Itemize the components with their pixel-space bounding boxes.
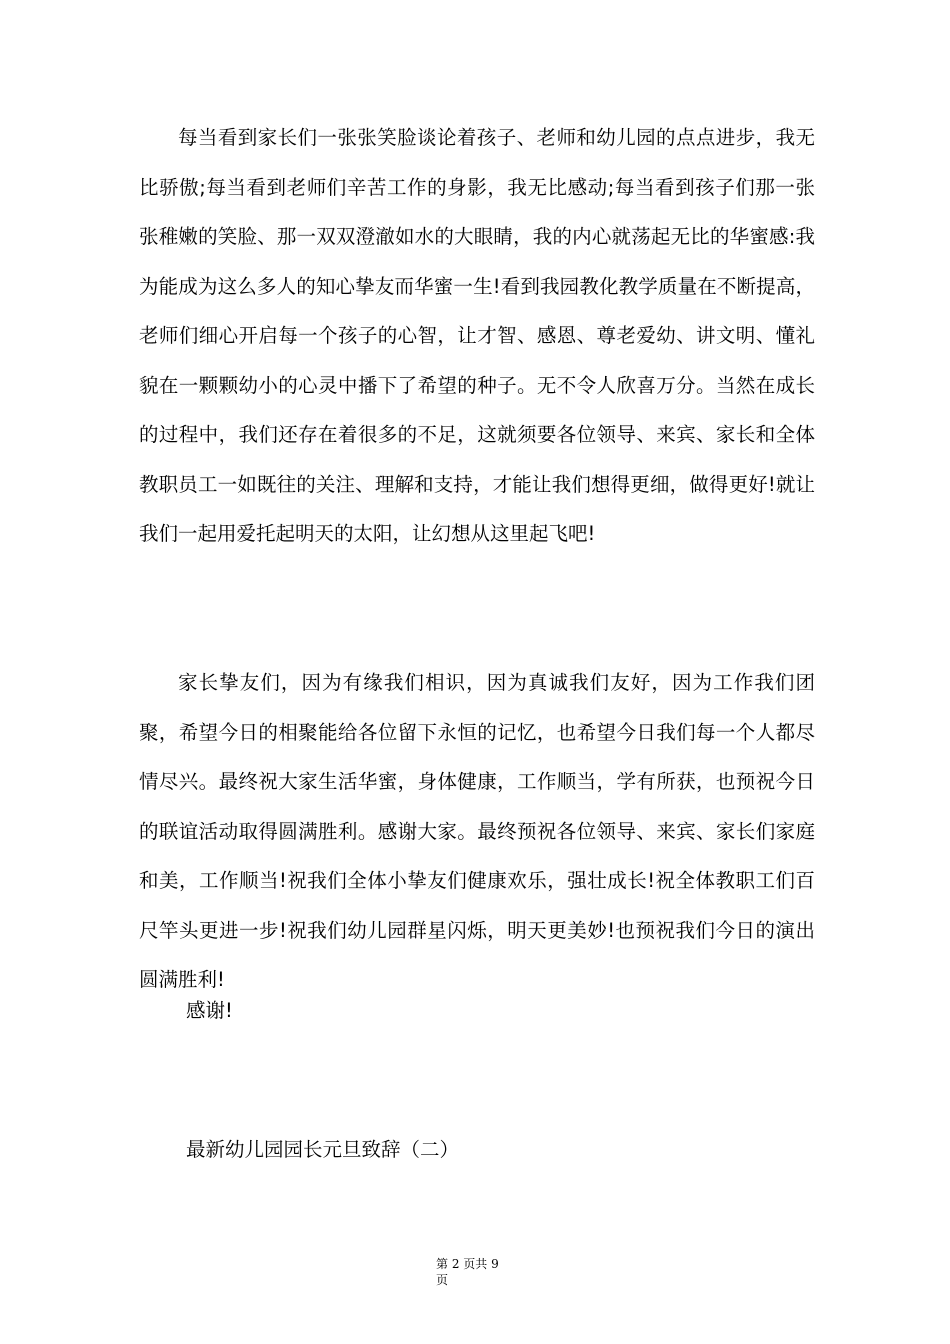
page-number-line-2: 页 bbox=[436, 1273, 449, 1287]
page-number-line-1: 第 2 页共 9 bbox=[436, 1257, 499, 1271]
section-heading: 最新幼儿园园长元旦致辞（二） bbox=[186, 1138, 460, 1161]
body-paragraph-2: 家长挚友们，因为有缘我们相识，因为真诚我们友好，因为工作我们团聚，希望今日的相聚能给各位留下永恒的记忆，也希望今日我们每一个人都尽情尽兴。最终祝大家生活华蜜，身体健康，工作顺当，学有所获，也预祝今日的联谊活动取得圆满胜利。感谢大家。最终预祝各位领导、来宾、家长们家庭和美，工作顺当!祝我们全体小挚友们健康欢乐，强壮成长!祝全体教职工们百尺竿头更进一步!祝我们幼儿园群星闪烁，明天更美妙!也预祝我们今日的演出圆满胜利! bbox=[139, 671, 815, 991]
page-footer bbox=[436, 1256, 516, 1288]
thanks-text: 感谢! bbox=[186, 999, 233, 1022]
body-paragraph-1: 每当看到家长们一张张笑脸谈论着孩子、老师和幼儿园的点点进步，我无比骄傲;每当看到老师们辛苦工作的身影，我无比感动;每当看到孩子们那一张张稚嫩的笑脸、那一双双澄澈如水的大眼睛，我的内心就荡起无比的华蜜感:我为能成为这么多人的知心挚友而华蜜一生!看到我园教化教学质量在不断提高，老师们细心开启每一个孩子的心智，让才智、感恩、尊老爱幼、讲文明、懂礼貌在一颗颗幼小的心灵中播下了希望的种子。无不令人欣喜万分。当然在成长的过程中，我们还存在着很多的不足，这就须要各位领导、来宾、家长和全体教职员工一如既往的关注、理解和支持，才能让我们想得更细，做得更好!就让我们一起用爱托起明天的太阳，让幻想从这里起飞吧! bbox=[139, 126, 815, 545]
